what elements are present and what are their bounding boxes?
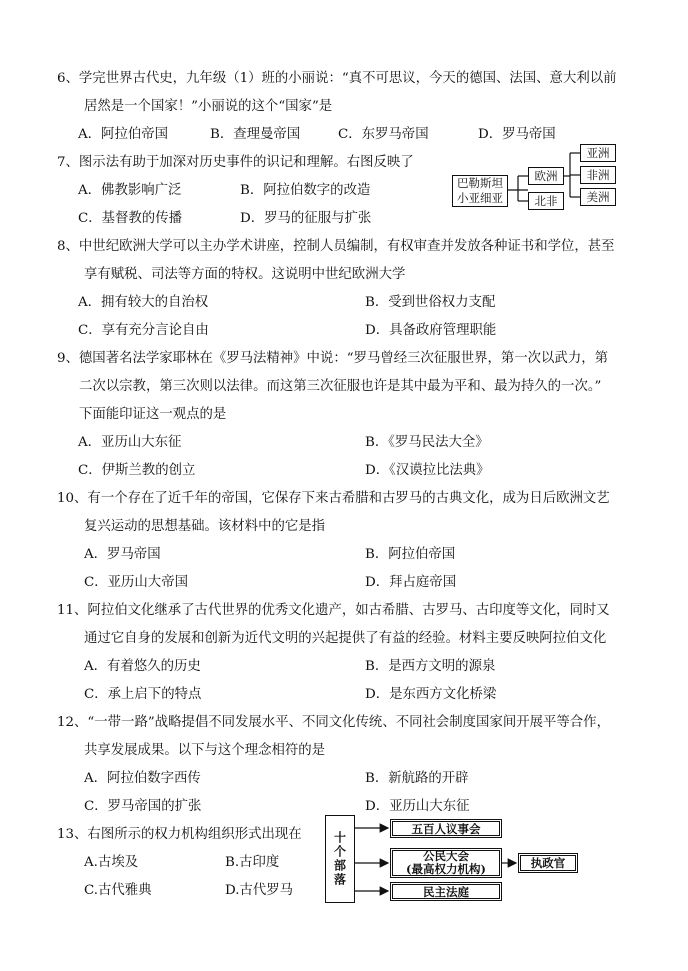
q10-option-d: D．拜占庭帝国 [365, 575, 457, 590]
diagram-q7-america-box: 美洲 [580, 188, 616, 206]
q9-option-d: D．《汉谟拉比法典》 [365, 463, 490, 478]
q7-option-b: B．阿拉伯数字的改造 [240, 183, 371, 198]
question-7-line-1: 7、图示法有助于加深对历史事件的识记和理解。右图反映了 [57, 155, 414, 170]
q11-option-d: D．是东西方文化桥梁 [365, 687, 497, 702]
diagram-q13-assembly-line-2: (最高权力机构) [406, 862, 486, 876]
q13-option-a: A.古埃及 [84, 855, 139, 870]
q11-option-c: C．承上启下的特点 [84, 687, 202, 702]
q12-option-d: D．亚历山大东征 [365, 799, 470, 814]
diagram-q13-council-box: 五百人议事会 [390, 819, 502, 838]
question-11-line-2: 通过它自身的发展和创新为近代文明的兴起提供了有益的经验。材料主要反映阿拉伯文化 [84, 631, 607, 646]
diagram-q13-assembly-box [390, 848, 502, 878]
q13-option-b: B.古印度 [225, 855, 280, 870]
diagram-q13-assembly-line-1: 公民大会 [423, 849, 469, 863]
q12-option-b: B．新航路的开辟 [365, 771, 469, 786]
q12-option-c: C．罗马帝国的扩张 [84, 799, 202, 814]
q6-option-b: B．查理曼帝国 [210, 127, 301, 142]
q8-option-c: C．享有充分言论自由 [78, 323, 209, 338]
q10-option-c: C．亚历山大帝国 [84, 575, 188, 590]
q7-option-c: C．基督教的传播 [78, 211, 182, 226]
q11-option-a: A．有着悠久的历史 [84, 659, 201, 674]
diagram-q7-north-africa-box: 北非 [528, 192, 564, 210]
question-8-line-1: 8、中世纪欧洲大学可以主办学术讲座，控制人员编制，有权审查并发放各种证书和学位，甚至 [57, 239, 615, 254]
q10-option-b: B．阿拉伯帝国 [365, 547, 456, 562]
q9-option-c: C．伊斯兰教的创立 [78, 463, 196, 478]
diagram-q13-court-box: 民主法庭 [390, 882, 502, 901]
diagram-q13-tribes-label: 十个部落 [332, 831, 347, 887]
q6-option-c: C．东罗马帝国 [338, 127, 429, 142]
question-10-line-2: 复兴运动的思想基础。该材料中的它是指 [84, 519, 326, 534]
question-9-line-2: 二次以宗教，第三次则以法律。而这第三次征服也许是其中最为平和、最为持久的一次。” [79, 379, 602, 394]
q7-option-d: D．罗马的征服与扩张 [240, 211, 372, 226]
question-9-line-3: 下面能印证这一观点的是 [79, 407, 227, 422]
q10-option-a: A．罗马帝国 [84, 547, 161, 562]
q11-option-b: B．是西方文明的源泉 [365, 659, 496, 674]
q8-option-d: D．具备政府管理职能 [365, 323, 497, 338]
question-11-line-1: 11、阿拉伯文化继承了古代世界的优秀文化遗产，如古希腊、古罗马、古印度等文化，同时又 [57, 603, 610, 618]
q12-option-a: A．阿拉伯数字西传 [84, 771, 201, 786]
question-6-line-1: 6、学完世界古代史，九年级（1）班的小丽说：“真不可思议，今天的德国、法国、意大利以前 [57, 71, 617, 86]
question-12-line-1: 12、“一带一路”战略提倡不同发展水平、不同文化传统、不同社会制度国家间开展平等合作， [57, 715, 610, 730]
q6-option-a: A．阿拉伯帝国 [78, 127, 169, 142]
question-6-line-2: 居然是一个国家！”小丽说的这个“国家”是 [84, 99, 333, 114]
q9-option-a: A．亚历山大东征 [78, 435, 182, 450]
q9-option-b: B．《罗马民法大全》 [365, 435, 489, 450]
diagram-q7-africa-box: 非洲 [580, 166, 616, 184]
diagram-q13-tribes-box [325, 815, 355, 903]
question-12-line-2: 共享发展成果。以下与这个理念相符的是 [84, 743, 326, 758]
diagram-q7-origin-line-2: 小亚细亚 [457, 191, 503, 205]
q8-option-b: B．受到世俗权力支配 [365, 295, 496, 310]
question-8-line-2: 享有赋税、司法等方面的特权。这说明中世纪欧洲大学 [84, 267, 406, 282]
q6-option-d: D．罗马帝国 [478, 127, 556, 142]
q7-option-a: A．佛教影响广泛 [78, 183, 182, 198]
diagram-q7-origin-line-1: 巴勒斯坦 [457, 176, 503, 190]
diagram-q13-officials-box: 执政官 [518, 853, 578, 873]
question-10-line-1: 10、有一个存在了近千年的帝国，它保存下来古希腊和古罗马的古典文化，成为日后欧洲文艺 [57, 491, 610, 506]
question-13-line-1: 13、右图所示的权力机构组织形式出现在 [57, 827, 302, 842]
question-9-line-1: 9、德国著名法学家耶林在《罗马法精神》中说：“罗马曾经三次征服世界，第一次以武力，第 [57, 351, 608, 366]
q8-option-a: A．拥有较大的自治权 [78, 295, 209, 310]
q13-option-d: D.古代罗马 [225, 883, 294, 898]
diagram-q7-europe-box: 欧洲 [528, 167, 564, 185]
q13-option-c: C.古代雅典 [84, 883, 152, 898]
diagram-q7-asia-box: 亚洲 [580, 144, 616, 162]
